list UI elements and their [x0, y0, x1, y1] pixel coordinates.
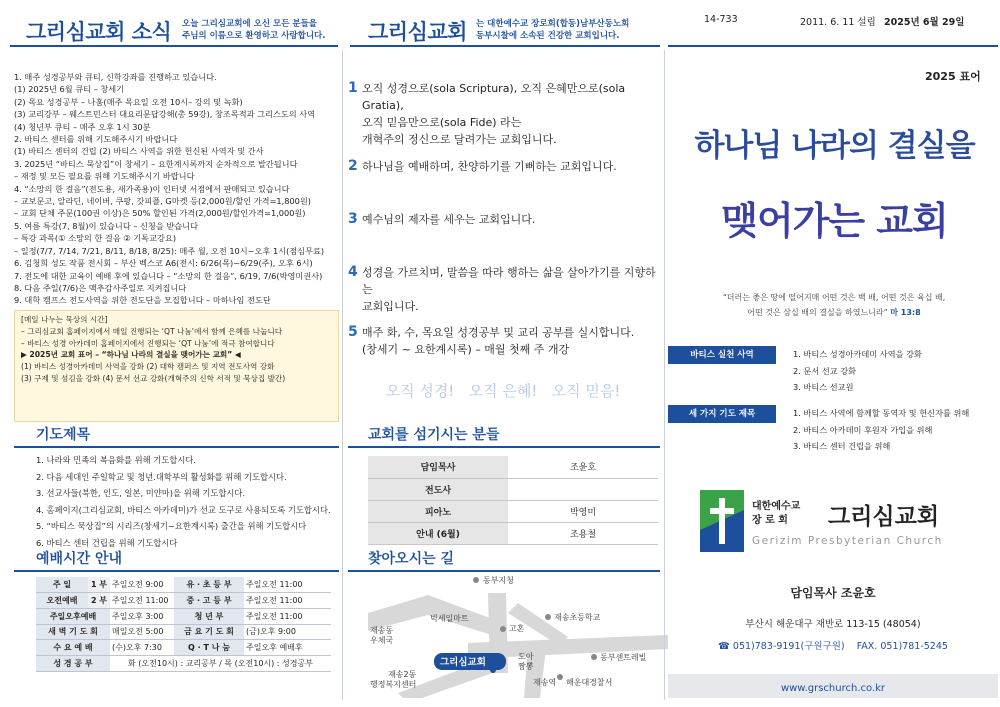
- box-line: ▶ 2025년 교회 표어 – “하나님 나라의 결실을 맺어가는 교회” ◀: [21, 350, 241, 360]
- map-label-bicsae: 빅세일마트: [430, 614, 469, 623]
- column-divider-2: [664, 50, 665, 700]
- prayer-item: 5. “바티스 묵상집”의 시리즈(창세기~요한계시록) 출간을 위해 기도합시다: [36, 521, 307, 532]
- prayer-item: 1. 나라와 민족의 복음화를 위해 기도합시다.: [36, 455, 196, 465]
- map-label-station: 재송역: [533, 678, 557, 687]
- map-label-police: 해운대경찰서: [566, 678, 613, 687]
- prayer3-item: 2. 바티스 아카데미 후원자 가입을 위해: [793, 424, 933, 435]
- prayer-item: 3. 선교사들(북한, 인도, 일본, 미얀마)을 위해 기도합시다.: [36, 488, 246, 499]
- left-top-line: [10, 45, 338, 47]
- news-item: – 일정(7/7, 7/14, 7/21, 8/11, 8/18, 8/25): 매주 월, 오전 10시~오후 1시(점심무료): [14, 245, 325, 256]
- founded-date: 2011. 6. 11 설립: [800, 17, 876, 28]
- bulletin-date: 2025년 6월 29일: [884, 17, 965, 28]
- left-header: [10, 8, 340, 48]
- news-item: 6. 김청희 성도 작품 전시회 – 부산 벡스코 A6(전시: 6/26(목)~6/29(주), 오후 6시): [14, 258, 313, 269]
- phone-number: 051)783-9191(구원구원): [732, 641, 845, 652]
- minister-row: 피아노 박영미: [368, 500, 658, 522]
- ministers-title-line: [348, 446, 660, 448]
- news-item: 3. 2025년 “바티스 묵상집”이 창세기 – 요한계시록까지 순차적으로 발간됩니다: [14, 158, 298, 169]
- directions-title-line: [348, 570, 660, 572]
- prayer-item: 6. 바티스 센터 건립을 위해 기도합시다: [36, 537, 178, 548]
- map-marker-gohon: [500, 626, 506, 632]
- vision-item: 1 오직 성경으로(sola Scriptura), 오직 은혜만으로(sola Gratia), 오직 믿음만으로(sola Fide) 라는 개혁주의 정신으로 달려가는 교회입니다.: [348, 80, 626, 146]
- logo-church-name: 그리심교회: [828, 504, 940, 530]
- verse-reference: 마 13:8: [890, 308, 921, 317]
- news-item: (1) 2025년 6월 큐티 – 창세기: [14, 84, 125, 95]
- worship-title: 예배시간 안내: [36, 551, 123, 567]
- news-subtitle: 오늘 그리심교회에 오신 모든 분들을 주님의 이름으로 환영하고 사랑합니다.: [182, 19, 326, 41]
- directions-map: [368, 573, 668, 698]
- box-line: (1) 바티스 성경아카데미 사역을 강화 (2) 대학 캠퍼스 및 지역 전도사역 강화: [21, 362, 275, 372]
- worship-title-line: [14, 570, 339, 572]
- news-item: 4. “소망의 한 걸음”(전도용, 새가족용)이 인터넷 서점에서 판매되고 있습니다: [14, 183, 290, 194]
- vision-list: [348, 80, 658, 364]
- news-item: – 교회 단체 주문(100권 이상)은 50% 할인된 가격(2,000원/할인가격=1,000원): [14, 208, 306, 219]
- prayer-title: 기도제목: [36, 427, 91, 443]
- news-item: – 재정 및 모든 필요를 위해 기도해주시기 바랍니다: [14, 171, 195, 182]
- prayer-section: [14, 424, 339, 552]
- news-item: (1) 바티스 센터의 건립 (2) 바티스 사역을 위한 헌신된 사역자 및 간사: [14, 146, 264, 157]
- map-marker-dongbu: [473, 577, 479, 583]
- vision-item: 5 매주 화, 수, 목요일 성경공부 및 교리 공부를 실시합니다. (창세기 ~ 요한계시록) – 매월 첫째 주 개강: [348, 324, 635, 356]
- box-line: – 그리심교회 홈페이지에서 매일 진행되는 ‘QT 나눔’에서 함께 은혜를 나눕니다: [21, 326, 283, 336]
- map-church-dot: [490, 667, 496, 673]
- directions-section: [348, 548, 660, 698]
- map-label-jaesong2: 재송2동 행정복지센터: [370, 670, 417, 689]
- map-label-gohon: 고혼: [509, 624, 525, 633]
- fax-number: FAX. 051)781-5245: [856, 641, 948, 652]
- worship-table: [36, 577, 331, 672]
- map-label-doa: 도아 짬뽕: [518, 652, 534, 671]
- logo-english-name: Gerizim Presbyterian Church: [752, 535, 943, 547]
- news-item: 2. 바티스 센터를 위해 기도해주시기 바랍니다: [14, 134, 178, 145]
- practice-item: 1. 바티스 성경아카데미 사역을 강화: [793, 349, 922, 359]
- verse: “더러는 좋은 땅에 떨어지매 어떤 것은 백 배, 어떤 것은 육십 배, 어떤 것은 삼십 배의 결실을 하였느니라” 마 13:8: [722, 293, 946, 317]
- cross-logo-icon: [700, 490, 744, 552]
- prayer3-item: 3. 바티스 센터 건립을 위해: [793, 441, 891, 451]
- vision-item: 4 성경을 가르치며, 말씀을 따라 행하는 삶을 살아가기를 지향하는 교회입니다.: [348, 264, 656, 313]
- worship-row: 수 요 예 배 (수)오후 7:30 Q · T 나 눔 주일오후 예배후: [36, 640, 331, 656]
- worship-row: 주일오후예배 주일오후 3:00 청 년 부 주일오전 11:00: [36, 608, 331, 624]
- map-label-school: 재송초등학교: [554, 613, 601, 622]
- motto-year: 2025 표어: [925, 70, 981, 83]
- devotion-box: [14, 310, 339, 422]
- ministers-table: [368, 456, 658, 545]
- news-item: – 특강 과목(① 소망의 한 걸음 ② 기독교강요): [14, 233, 177, 244]
- worship-row: 주 일 1 부 주일오전 9:00 유 · 초 등 부 주일오전 11:00: [36, 577, 331, 593]
- issue-number: 14-733: [704, 14, 738, 25]
- motto-line1: 하나님 나라의 결실을: [694, 128, 975, 164]
- address: 부산시 해운대구 재반로 113-15 (48054): [745, 619, 921, 630]
- website-link[interactable]: www.grschurch.co.kr: [780, 683, 886, 694]
- news-item: 8. 다음 주일(7/6)은 맥추감사주일로 지켜집니다: [14, 282, 187, 293]
- prayer3-tag: 세 가지 기도 제목: [668, 405, 776, 423]
- news-item: (4) 청년부 큐티 – 매주 오후 1시 30분: [14, 121, 151, 132]
- minister-row: 담임목사 조윤호: [368, 456, 658, 478]
- ministers-title: 교회를 섬기시는 분들: [368, 427, 500, 443]
- news-item: 9. 대학 캠프스 전도사역을 위한 전도단을 모집합니다 – 마하나임 전도단: [14, 295, 271, 306]
- vision-item: 2 하나님을 예배하며, 찬양하기를 기뻐하는 교회입니다.: [348, 158, 617, 174]
- map-marker-school: [545, 614, 551, 620]
- phone-icon: ☎: [718, 641, 730, 652]
- news-item: (2) 목요 성경공부 – 나훔(매주 목요일 오전 10시– 강의 및 녹화): [14, 96, 243, 107]
- church-title: 그리심교회: [368, 20, 467, 44]
- practice-item: 2. 문서 선교 강화: [793, 365, 857, 376]
- box-line: [매일 나누는 묵상의 시간]: [21, 315, 108, 324]
- worship-row: 오전예배 2 부 주일오전 11:00 중 · 고 등 부 주일오전 11:00: [36, 593, 331, 609]
- logo-denomination: 대한예수교 장 로 회: [752, 501, 801, 526]
- contact: [668, 638, 998, 652]
- column-divider-1: [342, 50, 343, 700]
- practice-tag: 바티스 실천 사역: [668, 346, 776, 364]
- news-item: 1. 매주 성경공부와 큐티, 신학강좌를 진행하고 있습니다.: [14, 72, 217, 82]
- news-item: 7. 전도에 대한 교육이 예배 후에 있습니다 – “소망의 한 걸음”, 6/19, 7/6(박영미권사): [14, 270, 323, 281]
- church-logo: [700, 488, 990, 560]
- prayer-item: 2. 다음 세대인 주일학교 및 청년.대학부의 활성화를 위해 기도합시다.: [36, 471, 287, 482]
- minister-row: 전도사: [368, 478, 658, 500]
- practice-list: [793, 346, 922, 396]
- prayer-list: [14, 448, 339, 552]
- news-item: 5. 여름 특강(7, 8월)이 있습니다 – 신청을 받습니다: [14, 220, 198, 231]
- website-bar: [668, 674, 998, 698]
- mid-header: [350, 8, 660, 48]
- news-item: – 교보문고, 알라딘, 네이버, 쿠팡, 갓피플, G마켓 등(2,000원/할인 가격=1,800원): [14, 196, 311, 207]
- prayer-item: 4. 홈페이지(그리심교회, 바티스 아카데미)가 선교 도구로 사용되도록 기도합시다.: [36, 504, 331, 515]
- right-top-line: [668, 45, 998, 47]
- news-item: (3) 교리강부 – 웨스트민스터 대요리문답강해(총 59강), 창조목적과 그리스도의 사역: [14, 109, 316, 120]
- prayer3-item: 1. 바티스 사역에 함께할 동역자 및 헌신자를 위해: [793, 408, 970, 418]
- worship-section: [14, 548, 339, 672]
- directions-title: 찾아오시는 길: [368, 551, 455, 567]
- ministers-section: [348, 424, 660, 545]
- worship-row: 새 벽 기 도 회 매일오전 5:00 금 요 기 도 회 (금)오후 9:00: [36, 624, 331, 640]
- news-title: 그리심교회 소식: [26, 20, 172, 44]
- prayer3-list: [793, 405, 969, 455]
- motto-line2: 맺어가는 교회: [721, 198, 948, 243]
- mid-top-line: [350, 45, 660, 47]
- map-marker-police: [557, 674, 563, 680]
- practice-item: 3. 바티스 선교원: [793, 382, 854, 392]
- box-line: (3) 구제 및 섬김을 강화 (4) 문서 선교 강화(개혁주의 신학 서적 및 묵상집 발간): [21, 373, 286, 383]
- minister-row: 안내 (6월) 조용철: [368, 522, 658, 544]
- map-marker-centreville: [591, 654, 597, 660]
- worship-row: 성 경 공 부 화 (오전10시) : 교리공부 / 목 (오전10시) : 성경공부: [36, 655, 331, 671]
- church-subtitle: 는 대한예수교 장로회(합동)남부산동노회 동부시찰에 소속된 건강한 교회입니다.: [476, 19, 630, 41]
- vision-item: 3 예수님의 제자를 세우는 교회입니다.: [348, 211, 536, 227]
- map-label-church: 그리심교회: [440, 657, 486, 668]
- news-list: [14, 71, 339, 307]
- map-label-dongbu: 동부지청: [483, 576, 514, 585]
- map-label-centreville: 동부센트레빌: [600, 653, 647, 662]
- pastor-name: 담임목사 조윤호: [790, 586, 876, 600]
- slogan: 오직 성경! 오직 은혜! 오직 믿음!: [385, 382, 621, 400]
- box-line: – 바티스 성경 아카데미 홈페이지에서 진행되는 ‘QT 나눔’에 적극 참여합니다: [21, 338, 275, 348]
- map-label-post: 재송동 우체국: [370, 626, 394, 645]
